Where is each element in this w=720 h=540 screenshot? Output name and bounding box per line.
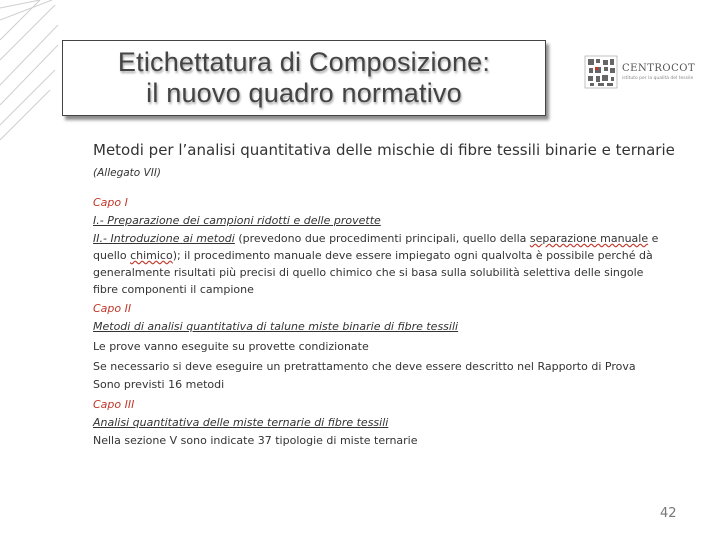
capo3-subtitle: Analisi quantitativa delle miste ternarie di fibre tessili — [93, 416, 389, 429]
capo1-item2 — [93, 230, 663, 298]
logo — [584, 55, 694, 91]
capo1-item2-prefix: II.- Introduzione ai metodi — [93, 232, 235, 245]
logo-text: CENTROCOT — [622, 63, 696, 74]
capo2-line2: Se necessario si deve eseguire un pretrattamento che deve essere descritto nel Rapporto di Prova — [93, 360, 636, 373]
capo1-item2-text-a: (prevedono due procedimenti principali, quello della — [234, 232, 530, 245]
logo-mark-icon — [584, 55, 618, 89]
capo1-item2-text-c: ); il procedimento manuale deve essere impiegato ogni qualvolta è possibile perché dà generalmente risultati più precisi di quello chimico che si basa sulla solubilità selettiva delle singole fibre componenti il campione — [93, 249, 653, 296]
title-line-1: Etichettatura di Composizione: — [117, 47, 491, 77]
capo2-subtitle: Metodi di analisi quantitativa di talune miste binarie di fibre tessili — [93, 320, 459, 333]
title-box — [62, 40, 546, 116]
capo1-item2-text-b: e quello — [93, 232, 659, 262]
capo3-title: Capo III — [93, 398, 135, 411]
capo2-line3: Sono previsti 16 metodi — [93, 378, 225, 391]
capo2-title: Capo II — [93, 302, 132, 315]
capo3-line1: Nella sezione V sono indicate 37 tipologie di miste ternarie — [93, 434, 418, 447]
page-number: 42 — [660, 506, 677, 521]
decorative-lines — [0, 0, 60, 140]
capo1-item2-chimico: chimico — [130, 249, 173, 262]
heading-note: (Allegato VII) — [93, 167, 162, 179]
content-body — [93, 194, 663, 450]
logo-tagline: istituto per la qualità del tessile — [622, 76, 694, 81]
capo1-item2-separazione: separazione manuale — [529, 232, 649, 245]
title-line-2: il nuovo quadro normativo — [146, 78, 462, 108]
capo1-title: Capo I — [93, 196, 128, 209]
heading-main: Metodi per l’analisi quantitativa delle mischie di fibre tessili binarie e ternarie — [93, 141, 675, 159]
capo1-item1: I.- Preparazione dei campioni ridotti e delle provette — [93, 214, 381, 227]
capo2-line1: Le prove vanno eseguite su provette condizionate — [93, 340, 369, 353]
section-heading — [93, 140, 693, 184]
